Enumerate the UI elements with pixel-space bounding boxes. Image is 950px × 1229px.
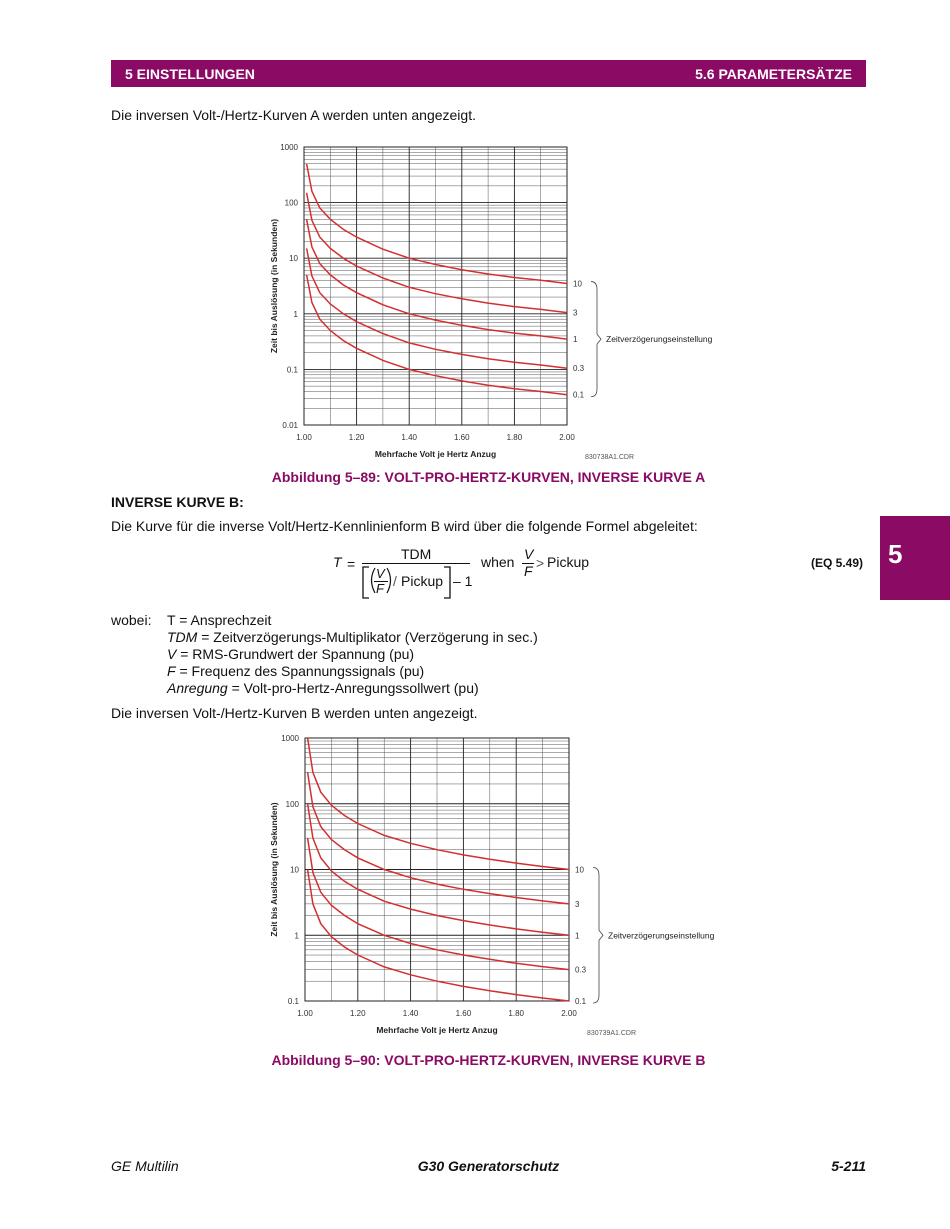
eq-den-pickup: Pickup	[401, 573, 444, 589]
figure-caption-a: Abbildung 5–89: VOLT-PRO-HERTZ-KURVEN, INVERSE KURVE A	[271, 469, 706, 485]
series-label-0.3: 0.3	[573, 364, 585, 374]
y-axis-title: Zeit bis Auslösung (in Sekunden)	[269, 218, 279, 354]
x-axis-title: Mehrfache Volt je Hertz Anzug	[376, 1025, 498, 1035]
series-label-10: 10	[575, 865, 584, 875]
chapter-tab	[880, 516, 950, 600]
x-tick-label: 1.80	[508, 1009, 524, 1018]
eq-cond-gt: >	[536, 555, 545, 571]
y-axis-title: Zeit bis Auslösung (in Sekunden)	[269, 802, 279, 937]
eq-minus-one: – 1	[453, 573, 473, 589]
def-text: = RMS-Grundwert der Spannung (pu)	[176, 646, 415, 662]
def-term: V	[167, 646, 177, 662]
def-term: Anregung	[167, 680, 228, 696]
definition-t	[167, 612, 271, 628]
x-tick-label: 1.40	[401, 433, 417, 442]
definition-v	[167, 646, 414, 662]
y-tick-label: 0.01	[282, 421, 298, 430]
footer-product: G30 Generatorschutz	[417, 1158, 560, 1174]
x-tick-label: 1.60	[455, 1009, 472, 1018]
delay-bracket	[593, 868, 603, 1004]
def-text: = Zeitverzögerungs-Multiplikator (Verzögerung in sec.)	[197, 629, 538, 645]
definition-tdm	[167, 629, 538, 645]
delay-setting-label: Zeitverzögerungseinstellung	[608, 930, 715, 941]
chart-inverse-curve-a	[260, 138, 730, 466]
figure-caption-b: Abbildung 5–90: VOLT-PRO-HERTZ-KURVEN, INVERSE KURVE B	[271, 1052, 706, 1068]
x-tick-label: 2.00	[559, 433, 575, 442]
x-tick-label: 1.00	[297, 1009, 313, 1018]
definition-f	[167, 663, 424, 679]
eq-cond-pickup: Pickup	[547, 554, 590, 570]
series-label-0.3: 0.3	[575, 965, 587, 975]
chart-inverse-curve-b	[260, 729, 730, 1049]
figure-file-code: 830738A1.CDR	[585, 454, 635, 461]
x-tick-label: 1.60	[454, 433, 470, 442]
series-label-0.1: 0.1	[573, 390, 585, 400]
eq-numerator: TDM	[401, 546, 432, 562]
figure-file-code: 830739A1.CDR	[587, 1030, 637, 1037]
x-axis-title: Mehrfache Volt je Hertz Anzug	[374, 449, 497, 459]
x-tick-label: 1.00	[296, 433, 312, 442]
y-tick-label: 1000	[280, 143, 298, 152]
intro-curves-b: Die inversen Volt-/Hertz-Kurven B werden unten angezeigt.	[111, 705, 478, 721]
x-tick-label: 1.40	[402, 1009, 419, 1018]
formula-intro: Die Kurve für die inverse Volt/Hertz-Kennlinienform B wird über die folgende Formel abgeleitet:	[111, 518, 698, 534]
eq-number: (EQ 5.49)	[811, 556, 864, 570]
section-title: 5.6 PARAMETERSÄTZE	[695, 66, 852, 82]
def-term: T	[167, 612, 176, 628]
y-tick-label: 10	[290, 865, 299, 875]
intro-curves-a: Die inversen Volt-/Hertz-Kurven A werden unten angezeigt.	[111, 107, 476, 123]
definition-anregung	[167, 680, 479, 696]
y-tick-label: 0.1	[286, 365, 298, 375]
eq-den-f: F	[376, 581, 384, 596]
eq-cond-f: F	[524, 563, 533, 579]
x-tick-label: 1.80	[506, 433, 523, 442]
eq-fraction-bar	[362, 563, 470, 564]
y-tick-label: 1000	[281, 734, 299, 743]
eq-lhs: T	[333, 554, 342, 570]
eq-cond-v: V	[524, 546, 534, 562]
y-tick-label: 1	[293, 309, 298, 319]
eq-when: when	[481, 554, 515, 570]
y-tick-label: 100	[285, 799, 299, 809]
y-tick-label: 10	[289, 254, 298, 264]
section-heading: INVERSE KURVE B:	[111, 494, 244, 510]
x-tick-label: 2.00	[561, 1009, 577, 1018]
definitions-lead: wobei:	[111, 612, 152, 628]
chapter-title: 5 EINSTELLUNGEN	[125, 66, 255, 82]
eq-equals: =	[347, 556, 356, 572]
series-line-3	[307, 193, 567, 313]
series-line-10	[307, 164, 567, 284]
delay-bracket	[591, 282, 601, 397]
def-text: = Frequenz des Spannungssignals (pu)	[175, 663, 425, 679]
def-term: F	[167, 663, 176, 679]
x-tick-label: 1.20	[348, 433, 365, 442]
series-label-1: 1	[573, 335, 578, 345]
def-text: = Volt-pro-Hertz-Anregungssollwert (pu)	[227, 680, 479, 696]
series-label-3: 3	[575, 899, 580, 909]
chapter-tab-number: 5	[888, 539, 903, 569]
footer-company: GE Multilin	[111, 1158, 179, 1174]
def-term: TDM	[167, 629, 198, 645]
series-label-0.1: 0.1	[575, 997, 587, 1006]
y-tick-label: 100	[284, 198, 298, 208]
series-label-3: 3	[573, 308, 578, 318]
y-tick-label: 0.1	[287, 997, 299, 1006]
series-label-10: 10	[573, 279, 582, 289]
eq-den-slash: /	[393, 573, 397, 589]
section-header-bar	[111, 60, 866, 87]
footer-page-number: 5-211	[831, 1158, 866, 1174]
def-text: = Ansprechzeit	[175, 612, 272, 628]
x-tick-label: 1.20	[350, 1009, 366, 1018]
series-label-1: 1	[575, 931, 580, 941]
eq-den-v: V	[376, 566, 385, 581]
delay-setting-label: Zeitverzögerungseinstellung	[606, 334, 713, 345]
y-tick-label: 1	[294, 931, 299, 941]
